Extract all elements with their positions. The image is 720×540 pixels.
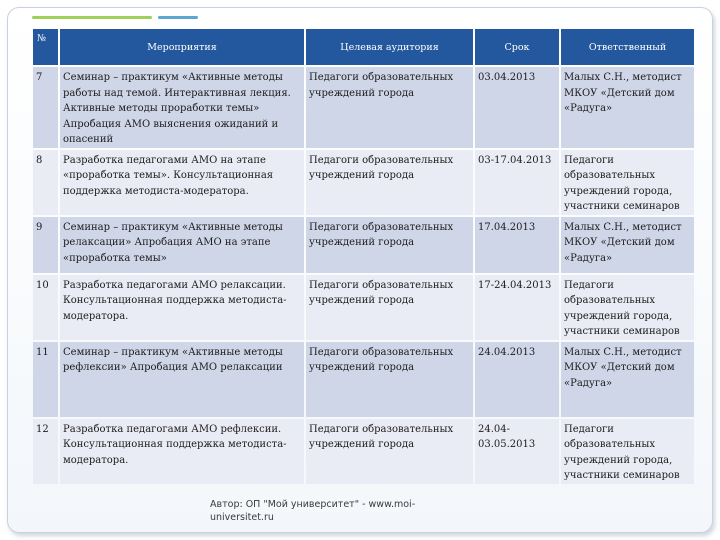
cell-event: Разработка педагогами АМО рефлексии. Консультационная поддержка методиста-модератора. <box>60 419 304 484</box>
decor-line-blue <box>158 16 198 19</box>
cell-responsible: Педагоги образовательных учреждений города, участники семинаров <box>561 275 694 340</box>
cell-event: Семинар – практикум «Активные методы релаксации» Апробация АМО на этапе «проработка темы» <box>60 217 304 273</box>
header-responsible: Ответственный <box>561 29 694 65</box>
table-row <box>33 342 694 417</box>
cell-responsible: Педагоги образовательных учреждений города, участники семинаров <box>561 419 694 484</box>
cell-date: 24.04-03.05.2013 <box>475 419 559 484</box>
cell-event: Разработка педагогами АМО на этапе «проработка темы». Консультационная поддержка методиста-модератора. <box>60 150 304 215</box>
decor-line-green <box>32 16 152 19</box>
table-row <box>33 150 694 215</box>
cell-audience: Педагоги образовательных учреждений города <box>306 217 473 273</box>
schedule-table <box>31 27 696 486</box>
header-num: № <box>33 29 58 65</box>
table-row <box>33 67 694 148</box>
cell-audience: Педагоги образовательных учреждений города <box>306 150 473 215</box>
cell-date: 17-24.04.2013 <box>475 275 559 340</box>
cell-date: 17.04.2013 <box>475 217 559 273</box>
table-row <box>33 275 694 340</box>
cell-audience: Педагоги образовательных учреждений города <box>306 275 473 340</box>
header-date: Срок <box>475 29 559 65</box>
cell-date: 03.04.2013 <box>475 67 559 148</box>
author-footer: Автор: ОП "Мой университет" - www.moi-universitet.ru <box>210 499 416 523</box>
cell-responsible: Малых С.Н., методист МКОУ «Детский дом «Радуга» <box>561 342 694 417</box>
cell-event: Разработка педагогами АМО релаксации. Консультационная поддержка методиста-модератора. <box>60 275 304 340</box>
cell-num: 8 <box>33 150 58 215</box>
cell-date: 24.04.2013 <box>475 342 559 417</box>
cell-responsible: Малых С.Н., методист МКОУ «Детский дом «Радуга» <box>561 217 694 273</box>
cell-audience: Педагоги образовательных учреждений города <box>306 342 473 417</box>
cell-responsible: Педагоги образовательных учреждений города, участники семинаров <box>561 150 694 215</box>
cell-num: 9 <box>33 217 58 273</box>
cell-audience: Педагоги образовательных учреждений города <box>306 419 473 484</box>
cell-event: Семинар – практикум «Активные методы работы над темой. Интерактивная лекция. Активные методы проработки темы» Апробация АМО выяснения ожиданий и опасений <box>60 67 304 148</box>
header-audience: Целевая аудитория <box>306 29 473 65</box>
cell-num: 10 <box>33 275 58 340</box>
cell-responsible: Малых С.Н., методист МКОУ «Детский дом «Радуга» <box>561 67 694 148</box>
table-row <box>33 217 694 273</box>
table-row <box>33 419 694 484</box>
cell-num: 11 <box>33 342 58 417</box>
cell-audience: Педагоги образовательных учреждений города <box>306 67 473 148</box>
cell-num: 7 <box>33 67 58 148</box>
table-header-row <box>33 29 694 65</box>
cell-date: 03-17.04.2013 <box>475 150 559 215</box>
header-event: Мероприятия <box>60 29 304 65</box>
cell-num: 12 <box>33 419 58 484</box>
cell-event: Семинар – практикум «Активные методы рефлексии» Апробация АМО релаксации <box>60 342 304 417</box>
